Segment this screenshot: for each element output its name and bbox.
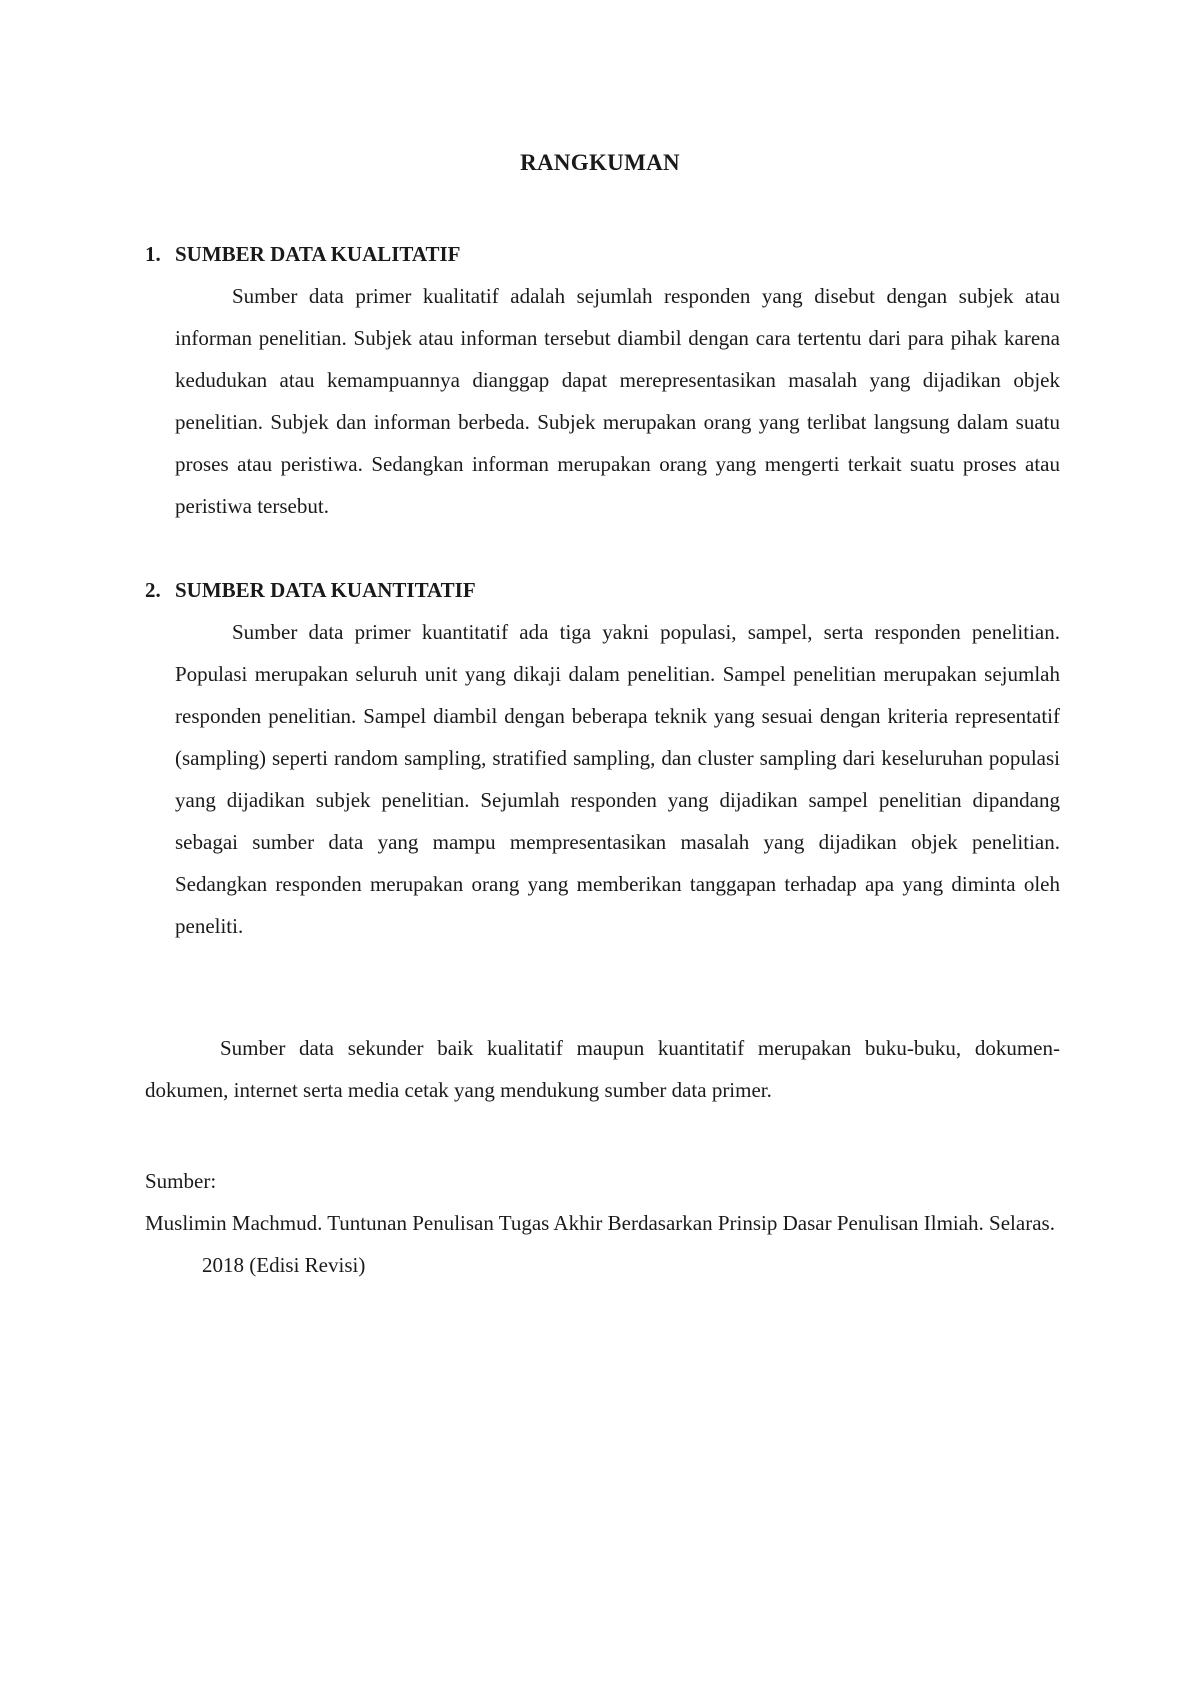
source-label: Sumber: — [145, 1169, 217, 1193]
page-title: RANGKUMAN — [520, 150, 680, 175]
section-body: Sumber data primer kualitatif adalah sejumlah responden yang disebut dengan subjek atau informan penelitian. Subjek atau informan tersebut diambil dengan cara tertentu dari para pihak karena kedudukan atau kemampuannya dianggap dapat merepresentasikan masalah yang dijadikan objek penelitian. Subjek dan informan berbeda. Subjek merupakan orang yang terlibat langsung dalam suatu proses atau peristiwa. Sedangkan informan merupakan orang yang mengerti terkait suatu proses atau peristiwa tersebut. — [175, 284, 1060, 518]
secondary-data-paragraph: Sumber data sekunder baik kualitatif maupun kuantitatif merupakan buku-buku, dokumen-dokumen, internet serta media cetak yang mendukung sumber data primer. — [145, 1036, 1060, 1102]
section-heading-text: SUMBER DATA KUALITATIF — [175, 242, 461, 266]
section-number: 2. — [145, 578, 161, 602]
section-body: Sumber data primer kuantitatif ada tiga yakni populasi, sampel, serta responden penelitian. Populasi merupakan seluruh unit yang dikaji dalam penelitian. Sampel penelitian merupakan sejumlah responden penelitian. Sampel diambil dengan beberapa teknik yang sesuai dengan kriteria representatif (sampling) seperti random sampling, stratified sampling, dan cluster sampling dari keseluruhan populasi yang dijadikan subjek penelitian. Sejumlah responden yang dijadikan sampel penelitian dipandang sebagai sumber data yang mampu mempresentasikan masalah yang dijadikan objek penelitian. Sedangkan responden merupakan orang yang memberikan tanggapan terhadap apa yang diminta oleh peneliti. — [175, 620, 1060, 938]
section-heading — [145, 569, 1060, 611]
section-number: 1. — [145, 242, 161, 266]
section-heading — [145, 233, 1060, 275]
reference-entry: Muslimin Machmud. Tuntunan Penulisan Tugas Akhir Berdasarkan Prinsip Dasar Penulisan Ilmiah. Selaras. 2018 (Edisi Revisi) — [145, 1211, 1055, 1277]
section-kualitatif — [145, 233, 1060, 527]
section-heading-text: SUMBER DATA KUANTITATIF — [175, 578, 476, 602]
section-kuantitatif — [145, 569, 1060, 947]
